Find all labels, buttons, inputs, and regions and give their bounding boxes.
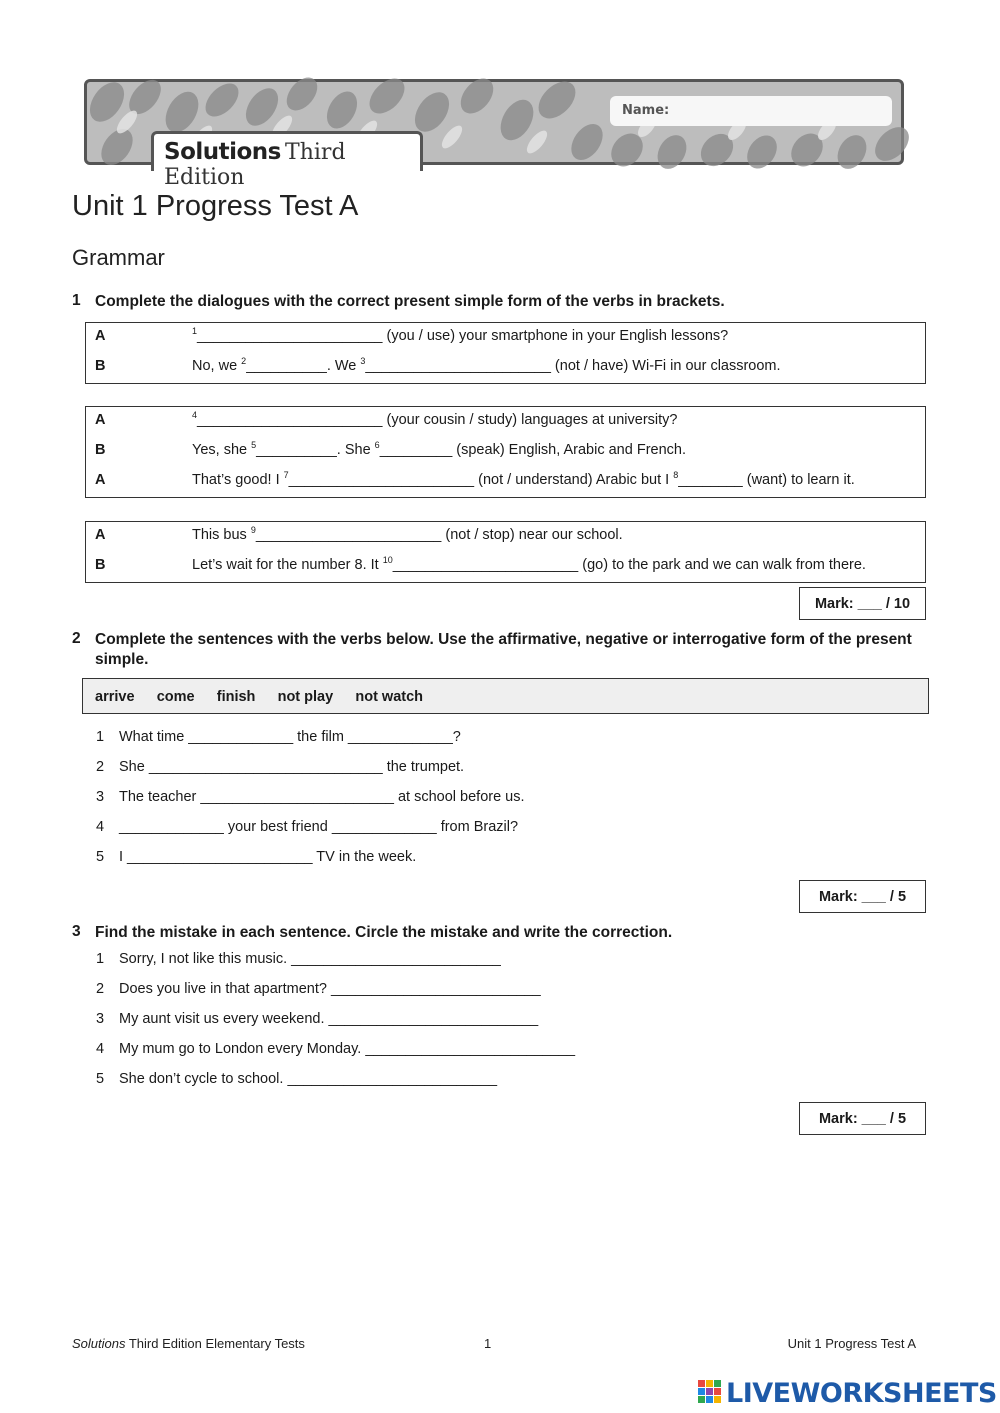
question-number: 2	[72, 630, 81, 647]
header-banner	[84, 79, 904, 190]
item-text: My mum go to London every Monday. __________________________	[119, 1041, 576, 1057]
dialogue-segment: That’s good! I	[192, 472, 284, 488]
item-text: My aunt visit us every weekend. __________________________	[119, 1011, 539, 1027]
word-item: finish	[216, 689, 256, 705]
exercise-item[interactable]	[96, 759, 464, 775]
word-item: not play	[277, 689, 334, 705]
gap-number: 9	[250, 525, 256, 535]
item-text: _____________ your best friend _____________ from Brazil?	[119, 819, 519, 835]
item-number: 4	[96, 1041, 105, 1057]
question-2-heading	[72, 630, 925, 670]
dialogue-segment: _________ (speak) English, Arabic and French.	[379, 442, 686, 458]
question-instruction: Complete the dialogues with the correct present simple form of the verbs in brackets.	[95, 293, 725, 310]
item-number: 2	[96, 759, 105, 775]
brand-name: Solutions	[164, 139, 281, 165]
gap-number: 4	[192, 410, 198, 420]
dialogue-box	[85, 322, 926, 384]
item-number: 5	[96, 849, 105, 865]
name-field[interactable]	[610, 96, 892, 126]
exercise-item[interactable]	[96, 1011, 538, 1027]
item-text: She _____________________________ the trumpet.	[119, 759, 465, 775]
exercise-item[interactable]	[96, 1041, 575, 1057]
gap-number: 6	[374, 440, 380, 450]
gap-number: 8	[673, 470, 679, 480]
dialogue-line[interactable]	[86, 522, 925, 552]
exercise-item[interactable]	[96, 819, 518, 835]
brand-tab	[151, 131, 423, 190]
item-number: 4	[96, 819, 105, 835]
exercise-item[interactable]	[96, 981, 541, 997]
speaker-label: A	[95, 328, 106, 344]
speaker-label: A	[95, 472, 106, 488]
item-text: The teacher ________________________ at school before us.	[119, 789, 525, 805]
dialogue-line[interactable]	[86, 353, 925, 383]
footer-book: Third Edition Elementary Tests	[125, 1336, 305, 1351]
exercise-item[interactable]	[96, 1071, 497, 1087]
dialogue-segment: __________. She	[256, 442, 375, 458]
speaker-label: B	[95, 557, 106, 573]
section-heading: Grammar	[72, 245, 165, 270]
word-item: come	[156, 689, 195, 705]
question-number: 1	[72, 292, 81, 309]
dialogue-segment: This bus	[192, 527, 251, 543]
dialogue-text	[192, 358, 781, 374]
question-number: 3	[72, 923, 81, 940]
mark-box-q2: Mark: ___ / 5	[799, 880, 926, 913]
dialogue-segment: _______________________ (you / use) your smartphone in your English lessons?	[197, 328, 729, 344]
page-number: 1	[484, 1336, 492, 1351]
dialogue-segment: _______________________ (your cousin / study) languages at university?	[197, 412, 678, 428]
word-item: not watch	[355, 689, 424, 705]
dialogue-box	[85, 521, 926, 583]
dialogue-text	[192, 472, 855, 488]
dialogue-segment: No, we	[192, 358, 242, 374]
item-text: She don’t cycle to school. __________________________	[119, 1071, 498, 1087]
dialogue-text	[192, 442, 686, 458]
speaker-label: B	[95, 442, 106, 458]
dialogue-box	[85, 406, 926, 498]
speaker-label: B	[95, 358, 106, 374]
liveworksheets-icon	[698, 1378, 722, 1404]
item-number: 2	[96, 981, 105, 997]
dialogue-segment: _______________________ (not / understand) Arabic but I	[288, 472, 674, 488]
dialogue-line[interactable]	[86, 437, 925, 467]
dialogue-line[interactable]	[86, 407, 925, 437]
gap-number: 1	[192, 326, 198, 336]
question-3-heading	[72, 923, 925, 943]
dialogue-segment: ________ (want) to learn it.	[678, 472, 855, 488]
question-instruction: Find the mistake in each sentence. Circle the mistake and write the correction.	[95, 924, 673, 941]
footer-brand: Solutions	[72, 1336, 126, 1351]
item-text: Does you live in that apartment? __________________________	[119, 981, 541, 997]
gap-number: 7	[283, 470, 289, 480]
item-text: I _______________________ TV in the week.	[119, 849, 417, 865]
dialogue-segment: Yes, she	[192, 442, 252, 458]
gap-number: 3	[360, 356, 366, 366]
footer-right: Unit 1 Progress Test A	[787, 1336, 916, 1351]
dialogue-segment: _______________________ (not / have) Wi-Fi in our classroom.	[365, 358, 781, 374]
gap-number: 5	[251, 440, 257, 450]
dialogue-line[interactable]	[86, 467, 925, 497]
item-number: 1	[96, 729, 105, 745]
item-number: 1	[96, 951, 105, 967]
dialogue-segment: __________. We	[246, 358, 361, 374]
dialogue-line[interactable]	[86, 552, 925, 582]
item-text: What time _____________ the film _____________?	[119, 729, 461, 745]
brand-edition: Third Edition	[164, 140, 346, 190]
footer-left	[72, 1336, 305, 1351]
name-label: Name:	[622, 103, 670, 118]
dialogue-text	[192, 527, 623, 543]
item-number: 3	[96, 1011, 105, 1027]
mark-box-q3: Mark: ___ / 5	[799, 1102, 926, 1135]
word-box	[82, 678, 929, 714]
question-1-heading	[72, 292, 925, 312]
mark-box-q1: Mark: ___ / 10	[799, 587, 926, 620]
dialogue-text	[192, 412, 677, 428]
dialogue-segment: _______________________ (go) to the park and we can walk from there.	[392, 557, 866, 573]
gap-number: 10	[382, 555, 393, 565]
item-text: Sorry, I not like this music. __________________________	[119, 951, 501, 967]
gap-number: 2	[241, 356, 247, 366]
item-number: 5	[96, 1071, 105, 1087]
exercise-item[interactable]	[96, 849, 416, 865]
dialogue-segment: _______________________ (not / stop) near our school.	[255, 527, 623, 543]
page-title: Unit 1 Progress Test A	[72, 190, 359, 222]
watermark-text: LIVEWORKSHEETS	[726, 1378, 997, 1409]
speaker-label: A	[95, 527, 106, 543]
item-number: 3	[96, 789, 105, 805]
exercise-item[interactable]	[96, 789, 525, 805]
dialogue-text	[192, 328, 728, 344]
dialogue-text	[192, 557, 866, 573]
dialogue-segment: Let’s wait for the number 8. It	[192, 557, 383, 573]
liveworksheets-logo	[698, 1378, 997, 1409]
dialogue-line[interactable]	[86, 323, 925, 353]
exercise-item[interactable]	[96, 729, 461, 745]
word-item: arrive	[95, 689, 135, 705]
question-instruction: Complete the sentences with the verbs below. Use the affirmative, negative or interrogative form of the present simple.	[95, 631, 912, 668]
exercise-item[interactable]	[96, 951, 501, 967]
speaker-label: A	[95, 412, 106, 428]
